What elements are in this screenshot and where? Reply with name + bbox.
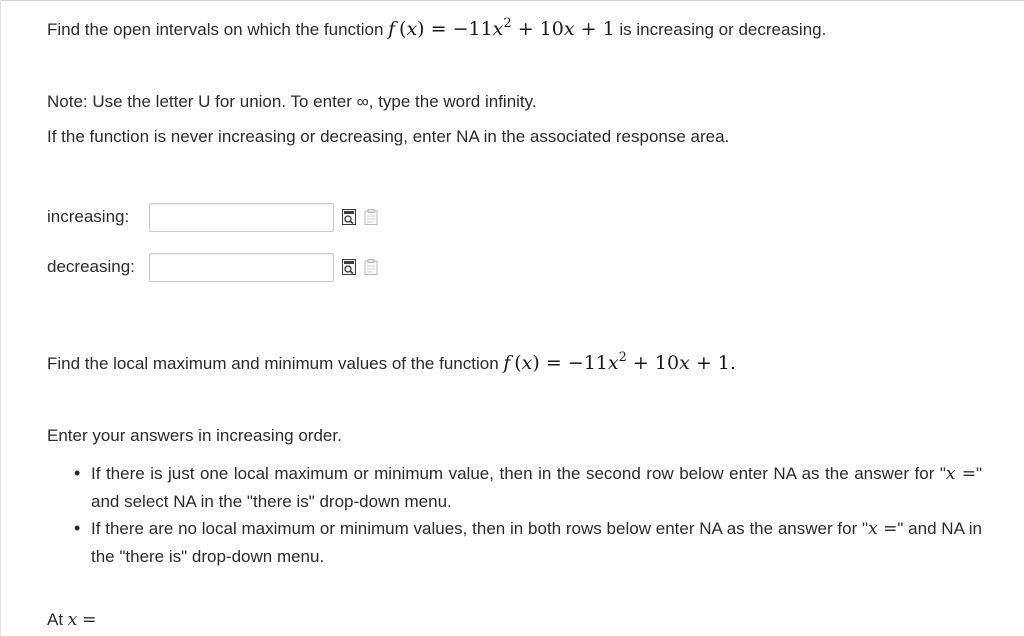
- bullet-no-max-min: [91, 515, 982, 570]
- instruction-bullet-list: [47, 460, 982, 570]
- question1-prompt-after: is increasing or decreasing.: [619, 20, 827, 39]
- decreasing-input[interactable]: [149, 253, 334, 282]
- increasing-row: [47, 200, 378, 234]
- question1-function-expression: f $(x) = -11x^2 + 10x + 1$: [388, 16, 615, 40]
- equation-editor-icon[interactable]: [342, 209, 356, 225]
- bullet2-equals: =: [877, 519, 898, 539]
- question2-prompt: [47, 352, 736, 375]
- at-equals: =: [82, 610, 97, 630]
- bullet2-text-part2: " and NA in the "there is" drop-down menu.: [91, 519, 982, 566]
- question2-prompt-before: Find the local maximum and minimum values of the function: [47, 354, 499, 373]
- note-text: Note: Use the letter U for union. To enter ∞, type the word infinity.: [47, 92, 537, 111]
- clipboard-icon[interactable]: [364, 209, 378, 225]
- question2-function-expression: f $(x) = -11x^2 + 10x + 1$.: [503, 350, 736, 374]
- bullet-one-max-min: [91, 460, 982, 515]
- at-x-row: [47, 609, 96, 631]
- bullet2-var-x: x: [868, 519, 878, 539]
- order-instruction-text: Enter your answers in increasing order.: [47, 426, 342, 445]
- at-var-x: x: [67, 610, 78, 630]
- equation-editor-icon[interactable]: [342, 259, 356, 275]
- clipboard-icon[interactable]: [364, 259, 378, 275]
- question1-prompt: [47, 18, 826, 41]
- frame-left-border: [0, 0, 1, 636]
- bullet1-text-part2: " and select NA in the "there is" drop-down menu.: [91, 464, 982, 511]
- bullet1-var-x: x: [945, 464, 956, 484]
- decreasing-row: [47, 250, 378, 284]
- bullet1-text-part1: If there is just one local maximum or minimum value, then in the second row below enter NA as the answer for ": [91, 464, 946, 483]
- decreasing-label: decreasing:: [47, 257, 135, 276]
- bullet1-equals: =: [955, 464, 976, 484]
- at-label: At: [47, 610, 64, 629]
- increasing-input[interactable]: [149, 203, 334, 232]
- increasing-label: increasing:: [47, 207, 130, 226]
- frame-top-border: [0, 0, 1024, 1]
- na-instruction-text: If the function is never increasing or decreasing, enter NA in the associated response area.: [47, 127, 730, 146]
- question1-prompt-before: Find the open intervals on which the function: [47, 20, 384, 39]
- bullet2-text-part1: If there are no local maximum or minimum values, then in both rows below enter NA as the answer for ": [91, 519, 869, 538]
